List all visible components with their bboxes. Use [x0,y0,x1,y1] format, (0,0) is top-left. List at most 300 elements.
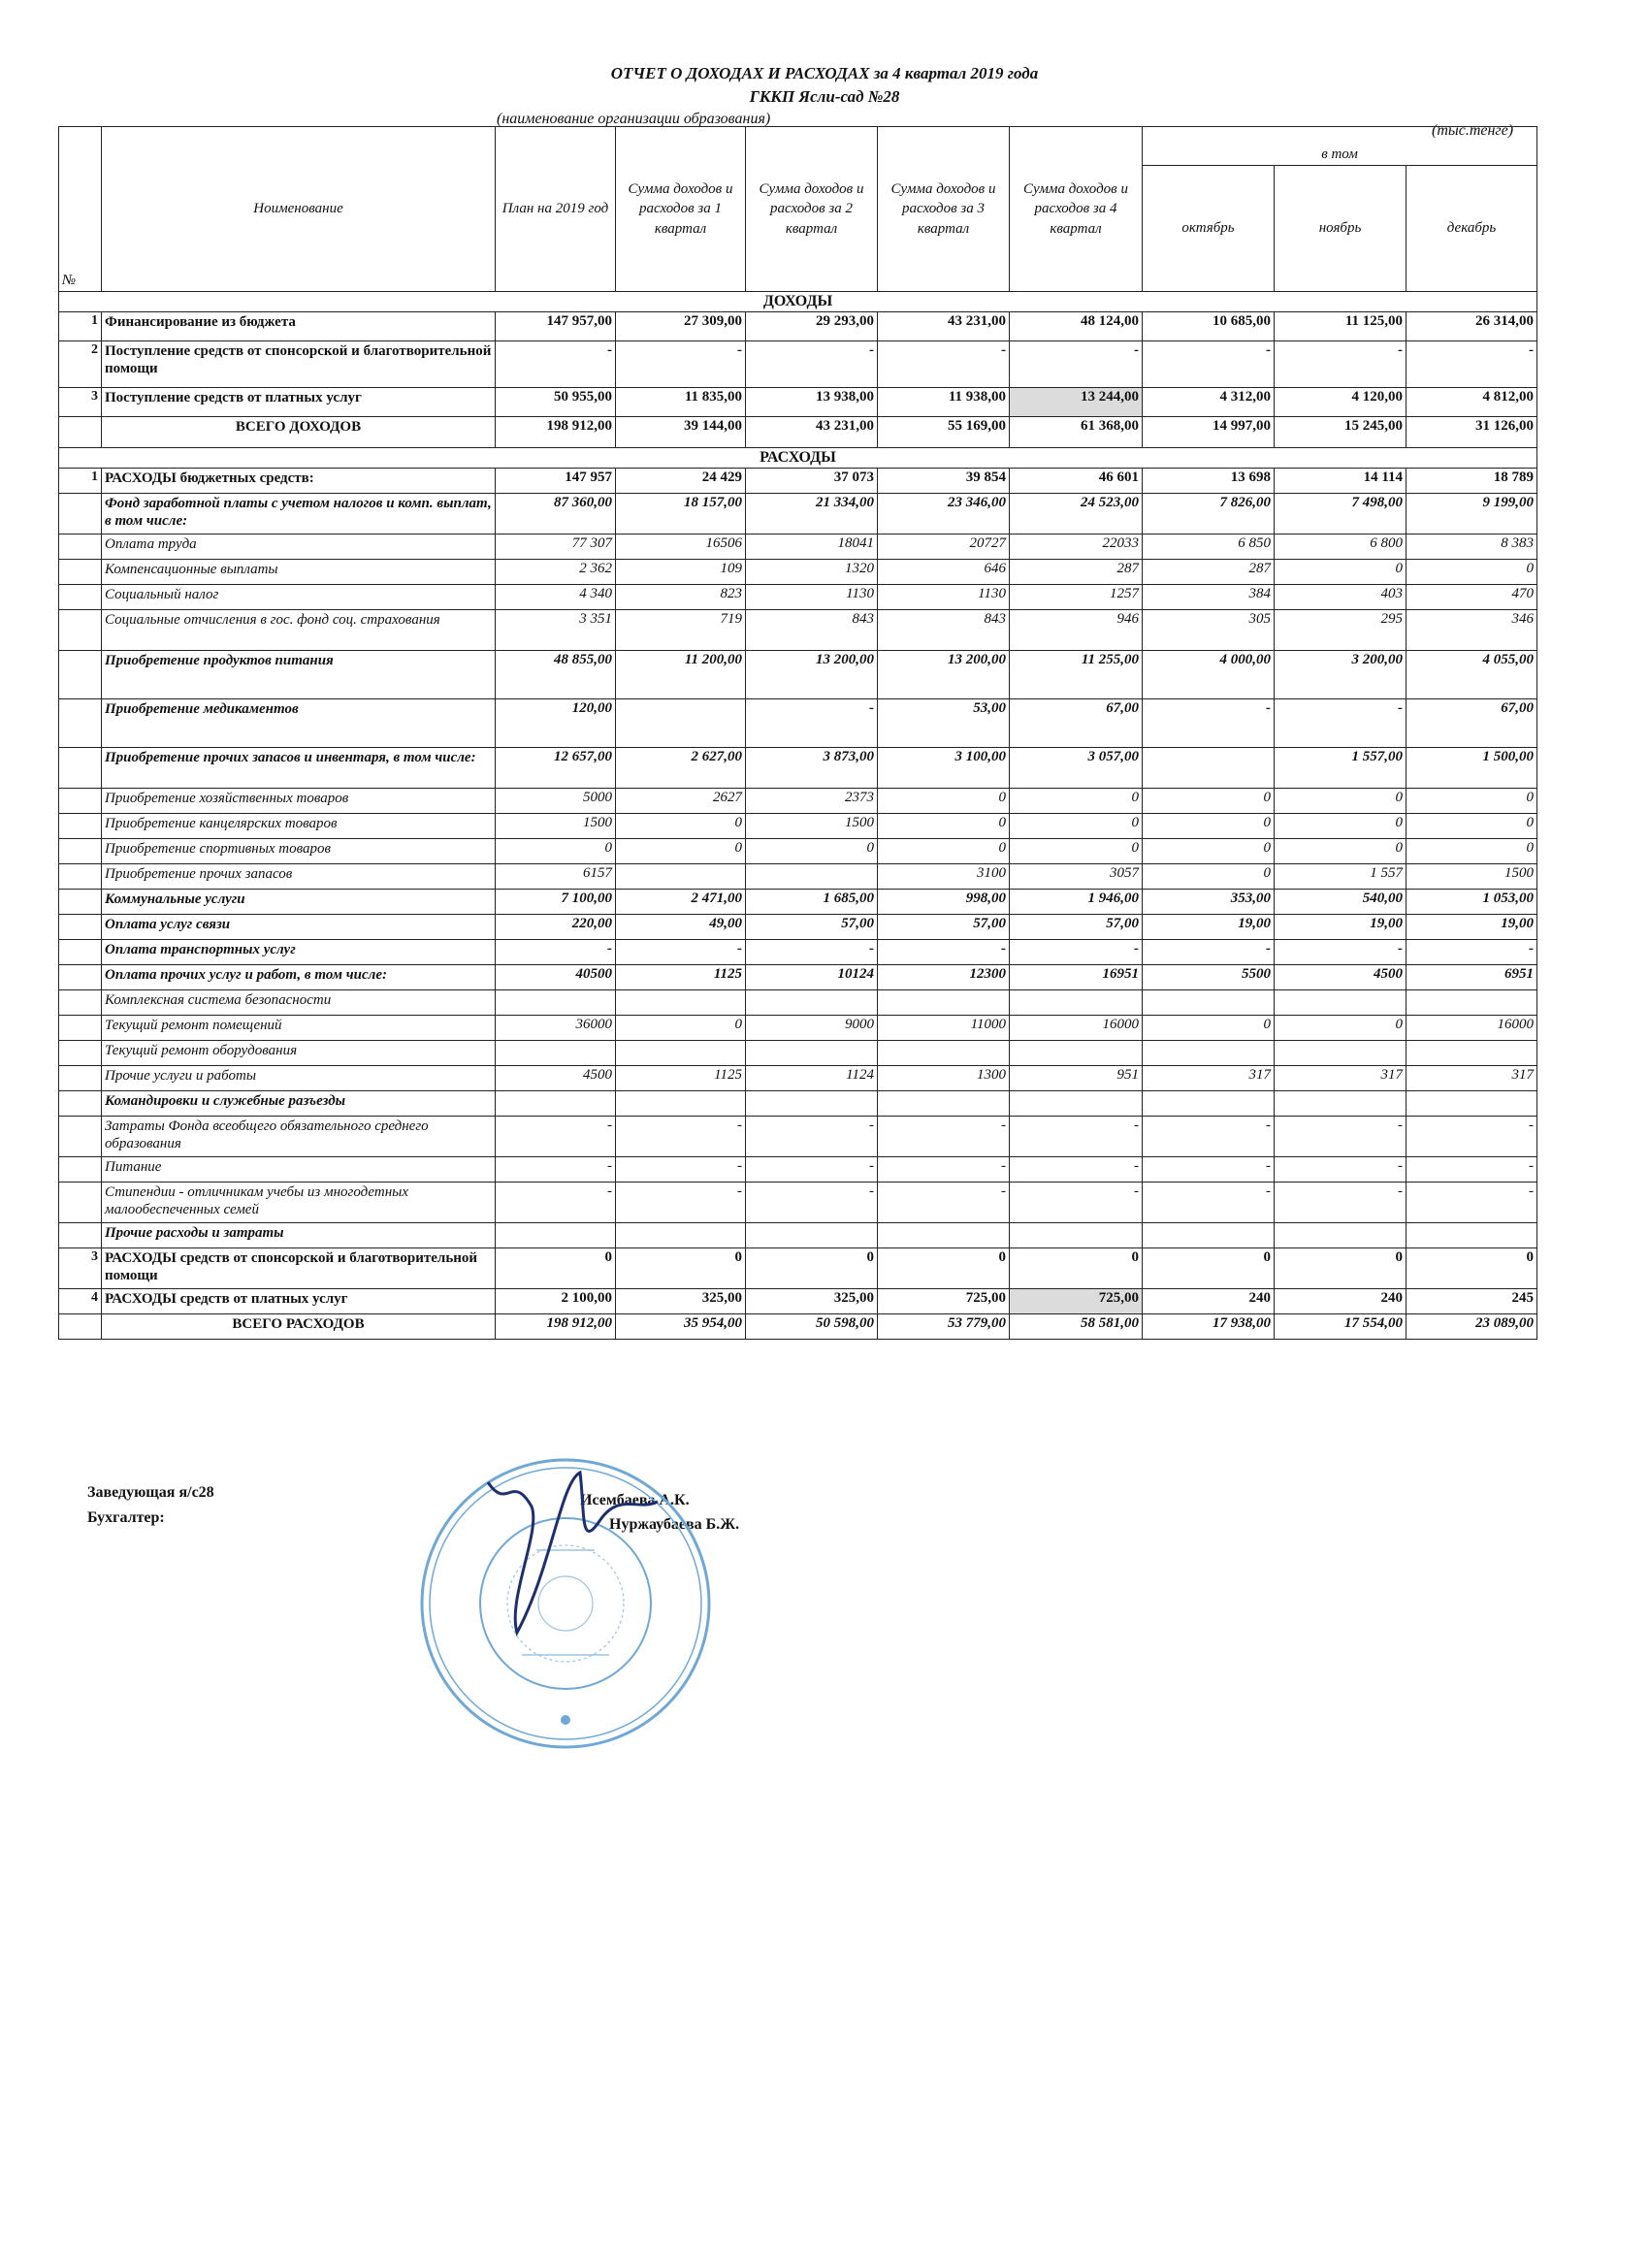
value-cell: 0 [746,1248,878,1289]
value-cell: 9000 [746,1016,878,1041]
row-number [59,535,102,560]
row-name: Финансирование из бюджета [102,312,496,341]
head-name: Исембаева А.К. [580,1492,690,1508]
value-cell: 3057 [1010,864,1143,890]
value-cell: 11 200,00 [616,651,746,699]
value-cell: 1130 [746,585,878,610]
value-cell: 1125 [616,1066,746,1091]
row-name: Текущий ремонт помещений [102,1016,496,1041]
value-cell: 5500 [1143,965,1275,990]
value-cell: - [616,1117,746,1157]
value-cell: 346 [1406,610,1537,651]
value-cell: 1 557 [1275,864,1406,890]
value-cell: 725,00 [878,1289,1010,1314]
row-name: Социальные отчисления в гос. фонд соц. страхования [102,610,496,651]
value-cell: 240 [1143,1289,1275,1314]
value-cell: 0 [878,1248,1010,1289]
value-cell: 3100 [878,864,1010,890]
value-cell: 87 360,00 [496,494,616,535]
value-cell: - [1406,1157,1537,1183]
value-cell: - [616,940,746,965]
row-number [59,789,102,814]
value-cell [616,1223,746,1248]
value-cell: 0 [616,839,746,864]
value-cell [1010,1223,1143,1248]
value-cell [878,1223,1010,1248]
table-row [59,915,1537,940]
value-cell: 11 938,00 [878,388,1010,417]
value-cell [496,1091,616,1117]
value-cell: 4 340 [496,585,616,610]
value-cell: - [1143,699,1275,748]
value-cell: 325,00 [616,1289,746,1314]
value-cell: 36000 [496,1016,616,1041]
value-cell [878,1091,1010,1117]
table-row [59,965,1537,990]
value-cell [496,1223,616,1248]
value-cell: 1 946,00 [1010,890,1143,915]
value-cell: 403 [1275,585,1406,610]
row-name: Оплата транспортных услуг [102,940,496,965]
value-cell [1010,1041,1143,1066]
table-row [59,748,1537,789]
value-cell: 61 368,00 [1010,417,1143,448]
value-cell: 57,00 [746,915,878,940]
value-cell: 16951 [1010,965,1143,990]
value-cell: 12 657,00 [496,748,616,789]
value-cell: 0 [1275,1016,1406,1041]
value-cell: 3 873,00 [746,748,878,789]
col-q1: Сумма доходов и расходов за 1 квартал [616,127,746,292]
row-number [59,748,102,789]
value-cell [1143,748,1275,789]
value-cell: - [1143,1117,1275,1157]
value-cell: - [1275,1157,1406,1183]
value-cell: 0 [1143,864,1275,890]
value-cell: 22033 [1010,535,1143,560]
value-cell: 4 312,00 [1143,388,1275,417]
row-number [59,890,102,915]
table-row [59,388,1537,417]
col-in-that: в том [1143,127,1537,166]
value-cell: 4500 [496,1066,616,1091]
value-cell: 0 [746,839,878,864]
value-cell: - [1275,699,1406,748]
row-name: Оплата услуг связи [102,915,496,940]
col-plan: План на 2019 год [496,127,616,292]
row-number [59,560,102,585]
value-cell: 0 [1143,814,1275,839]
value-cell: 353,00 [1143,890,1275,915]
table-row [59,1248,1537,1289]
value-cell: 23 346,00 [878,494,1010,535]
value-cell: 67,00 [1010,699,1143,748]
value-cell: 147 957 [496,469,616,494]
value-cell: 18041 [746,535,878,560]
value-cell: 646 [878,560,1010,585]
row-number: 4 [59,1289,102,1314]
table-row [59,469,1537,494]
units-note: (тыс.тенге) [1432,122,1514,139]
value-cell: 40500 [496,965,616,990]
accountant-name: Нуржаубаева Б.Ж. [609,1516,740,1533]
value-cell [1010,1091,1143,1117]
value-cell: - [496,940,616,965]
value-cell [496,990,616,1016]
value-cell [616,1041,746,1066]
value-cell: 0 [1275,789,1406,814]
value-cell: - [878,1117,1010,1157]
value-cell: 4500 [1275,965,1406,990]
row-number [59,864,102,890]
row-name: Коммунальные услуги [102,890,496,915]
value-cell: 4 055,00 [1406,651,1537,699]
value-cell: - [616,341,746,388]
value-cell: 0 [878,814,1010,839]
row-number: 3 [59,388,102,417]
value-cell: 0 [1406,1248,1537,1289]
row-number [59,1066,102,1091]
value-cell: 21 334,00 [746,494,878,535]
value-cell: 16000 [1406,1016,1537,1041]
value-cell: 13 698 [1143,469,1275,494]
value-cell: 0 [878,789,1010,814]
section-income: ДОХОДЫ [59,292,1537,312]
value-cell: 43 231,00 [878,312,1010,341]
row-number [59,1157,102,1183]
report-table [58,126,1537,1340]
row-number [59,1183,102,1223]
value-cell [1275,1041,1406,1066]
row-number [59,940,102,965]
value-cell [746,990,878,1016]
section-expense: РАСХОДЫ [59,448,1537,469]
value-cell: 19,00 [1406,915,1537,940]
value-cell: 13 244,00 [1010,388,1143,417]
value-cell [1406,990,1537,1016]
value-cell: - [496,1117,616,1157]
row-number [59,585,102,610]
col-november: ноябрь [1275,166,1406,292]
value-cell [1275,990,1406,1016]
row-number [59,1041,102,1066]
value-cell: 8 383 [1406,535,1537,560]
row-number [59,699,102,748]
value-cell: 11000 [878,1016,1010,1041]
organization-name: ГККП Ясли-сад №28 [749,87,900,106]
value-cell [746,1041,878,1066]
row-name: Социальный налог [102,585,496,610]
value-cell [616,1091,746,1117]
row-name: РАСХОДЫ бюджетных средств: [102,469,496,494]
value-cell: 49,00 [616,915,746,940]
value-cell: 46 601 [1010,469,1143,494]
value-cell: 39 854 [878,469,1010,494]
value-cell: 1320 [746,560,878,585]
value-cell: 27 309,00 [616,312,746,341]
row-name: Питание [102,1157,496,1183]
value-cell [746,1091,878,1117]
value-cell: 951 [1010,1066,1143,1091]
value-cell [1010,990,1143,1016]
value-cell: - [1406,341,1537,388]
value-cell: 7 498,00 [1275,494,1406,535]
value-cell [1143,1223,1275,1248]
value-cell: 0 [1143,1248,1275,1289]
row-number [59,417,102,448]
row-number [59,610,102,651]
official-stamp [415,1453,716,1754]
row-name: Затраты Фонда всеобщего обязательного среднего образования [102,1117,496,1157]
value-cell: 1257 [1010,585,1143,610]
value-cell: 470 [1406,585,1537,610]
value-cell: 11 255,00 [1010,651,1143,699]
value-cell: 240 [1275,1289,1406,1314]
value-cell: 7 100,00 [496,890,616,915]
row-name: Приобретение хозяйственных товаров [102,789,496,814]
value-cell: - [878,1183,1010,1223]
value-cell: 17 938,00 [1143,1314,1275,1340]
row-name: Прочие расходы и затраты [102,1223,496,1248]
row-name: ВСЕГО РАСХОДОВ [102,1314,496,1340]
value-cell: 0 [1275,814,1406,839]
table-row [59,610,1537,651]
value-cell: - [746,1183,878,1223]
value-cell: 29 293,00 [746,312,878,341]
head-role: Заведующая я/с28 [87,1484,214,1501]
row-number [59,915,102,940]
row-number: 1 [59,469,102,494]
value-cell: 43 231,00 [746,417,878,448]
value-cell: 67,00 [1406,699,1537,748]
value-cell [878,990,1010,1016]
row-number [59,651,102,699]
table-row [59,535,1537,560]
row-number [59,1314,102,1340]
col-q2: Сумма доходов и расходов за 2 квартал [746,127,878,292]
table-row [59,1183,1537,1223]
value-cell: 3 057,00 [1010,748,1143,789]
value-cell: 946 [1010,610,1143,651]
table-row [59,585,1537,610]
value-cell: 58 581,00 [1010,1314,1143,1340]
table-row [59,417,1537,448]
value-cell: - [1275,341,1406,388]
value-cell: - [1275,1117,1406,1157]
value-cell: 1125 [616,965,746,990]
value-cell: 719 [616,610,746,651]
value-cell: 14 114 [1275,469,1406,494]
row-name: Поступление средств от спонсорской и благотворительной помощи [102,341,496,388]
value-cell: 147 957,00 [496,312,616,341]
table-row [59,651,1537,699]
value-cell: 317 [1143,1066,1275,1091]
value-cell: 295 [1275,610,1406,651]
value-cell: - [746,940,878,965]
value-cell: 0 [616,814,746,839]
value-cell [1406,1091,1537,1117]
value-cell: 0 [1143,1016,1275,1041]
value-cell: 48 124,00 [1010,312,1143,341]
value-cell: 5000 [496,789,616,814]
value-cell: 10124 [746,965,878,990]
row-name: Приобретение прочих запасов [102,864,496,890]
row-number [59,1223,102,1248]
value-cell [746,1223,878,1248]
value-cell: - [746,1157,878,1183]
value-cell: 120,00 [496,699,616,748]
row-name: РАСХОДЫ средств от платных услуг [102,1289,496,1314]
col-q3: Сумма доходов и расходов за 3 квартал [878,127,1010,292]
value-cell: 305 [1143,610,1275,651]
value-cell: 20727 [878,535,1010,560]
row-name: РАСХОДЫ средств от спонсорской и благотворительной помощи [102,1248,496,1289]
value-cell: 50 955,00 [496,388,616,417]
value-cell: 1 500,00 [1406,748,1537,789]
value-cell: 26 314,00 [1406,312,1537,341]
row-name: Приобретение прочих запасов и инвентаря, в том числе: [102,748,496,789]
value-cell: - [1275,940,1406,965]
row-name: Стипендии - отличникам учебы из многодетных малообеспеченных семей [102,1183,496,1223]
value-cell [1275,1223,1406,1248]
value-cell: 2 471,00 [616,890,746,915]
value-cell: - [1010,940,1143,965]
value-cell: 109 [616,560,746,585]
value-cell: 15 245,00 [1275,417,1406,448]
value-cell [1143,1091,1275,1117]
value-cell: 0 [1275,560,1406,585]
value-cell: 16000 [1010,1016,1143,1041]
value-cell: - [1406,1183,1537,1223]
value-cell: 37 073 [746,469,878,494]
value-cell: 317 [1275,1066,1406,1091]
table-row [59,990,1537,1016]
value-cell: 1130 [878,585,1010,610]
row-name: Командировки и служебные разъезды [102,1091,496,1117]
value-cell: 12300 [878,965,1010,990]
value-cell: 11 125,00 [1275,312,1406,341]
value-cell: 0 [1143,789,1275,814]
value-cell: - [1406,1117,1537,1157]
value-cell: 6157 [496,864,616,890]
row-name: Оплата труда [102,535,496,560]
value-cell: - [616,1183,746,1223]
value-cell: 317 [1406,1066,1537,1091]
value-cell: 19,00 [1143,915,1275,940]
value-cell: 998,00 [878,890,1010,915]
value-cell: 220,00 [496,915,616,940]
table-row [59,814,1537,839]
value-cell: 2 100,00 [496,1289,616,1314]
value-cell: 4 000,00 [1143,651,1275,699]
value-cell [616,699,746,748]
organization-note: (наименование организации образования) [497,111,771,127]
col-q4: Сумма доходов и расходов за 4 квартал [1010,127,1143,292]
value-cell: 1300 [878,1066,1010,1091]
value-cell: 17 554,00 [1275,1314,1406,1340]
row-name: Компенсационные выплаты [102,560,496,585]
value-cell: 53 779,00 [878,1314,1010,1340]
value-cell [1275,1091,1406,1117]
value-cell: - [746,699,878,748]
accountant-role: Бухгалтер: [87,1509,165,1526]
value-cell: 0 [616,1016,746,1041]
value-cell: 2 362 [496,560,616,585]
col-name: Ноименование [102,127,496,292]
value-cell: 843 [878,610,1010,651]
row-name: Поступление средств от платных услуг [102,388,496,417]
value-cell: - [1010,341,1143,388]
value-cell: 0 [1010,789,1143,814]
value-cell: 0 [496,1248,616,1289]
value-cell: 198 912,00 [496,1314,616,1340]
value-cell: 1 685,00 [746,890,878,915]
col-october: октябрь [1143,166,1275,292]
value-cell: 48 855,00 [496,651,616,699]
value-cell: 14 997,00 [1143,417,1275,448]
table-row [59,864,1537,890]
value-cell: 0 [1275,839,1406,864]
table-row [59,312,1537,341]
value-cell: 9 199,00 [1406,494,1537,535]
value-cell: - [1275,1183,1406,1223]
table-row [59,1016,1537,1041]
value-cell [616,864,746,890]
value-cell: 1 053,00 [1406,890,1537,915]
value-cell: 325,00 [746,1289,878,1314]
col-december: декабрь [1406,166,1537,292]
value-cell: 35 954,00 [616,1314,746,1340]
value-cell: 10 685,00 [1143,312,1275,341]
value-cell: 2627 [616,789,746,814]
value-cell: - [1143,1157,1275,1183]
value-cell: 57,00 [878,915,1010,940]
value-cell: 0 [1143,839,1275,864]
value-cell: 50 598,00 [746,1314,878,1340]
row-number [59,1117,102,1157]
value-cell [1406,1041,1537,1066]
value-cell: 4 812,00 [1406,388,1537,417]
table-row [59,341,1537,388]
value-cell: 1500 [496,814,616,839]
value-cell: 384 [1143,585,1275,610]
table-row [59,1041,1537,1066]
row-name: Приобретение продуктов питания [102,651,496,699]
value-cell: 4 120,00 [1275,388,1406,417]
value-cell: 198 912,00 [496,417,616,448]
table-row [59,1157,1537,1183]
table-row [59,940,1537,965]
table-row [59,1117,1537,1157]
value-cell: - [496,1183,616,1223]
row-number [59,839,102,864]
row-number: 2 [59,341,102,388]
value-cell: 3 200,00 [1275,651,1406,699]
value-cell: 0 [1010,839,1143,864]
value-cell: 6 850 [1143,535,1275,560]
value-cell: 0 [1406,814,1537,839]
value-cell [1143,990,1275,1016]
table-row [59,839,1537,864]
row-name: Комплексная система безопасности [102,990,496,1016]
value-cell: 6 800 [1275,535,1406,560]
value-cell: 0 [1275,1248,1406,1289]
value-cell: - [616,1157,746,1183]
value-cell: - [1143,1183,1275,1223]
value-cell: 53,00 [878,699,1010,748]
table-row [59,699,1537,748]
value-cell: 39 144,00 [616,417,746,448]
